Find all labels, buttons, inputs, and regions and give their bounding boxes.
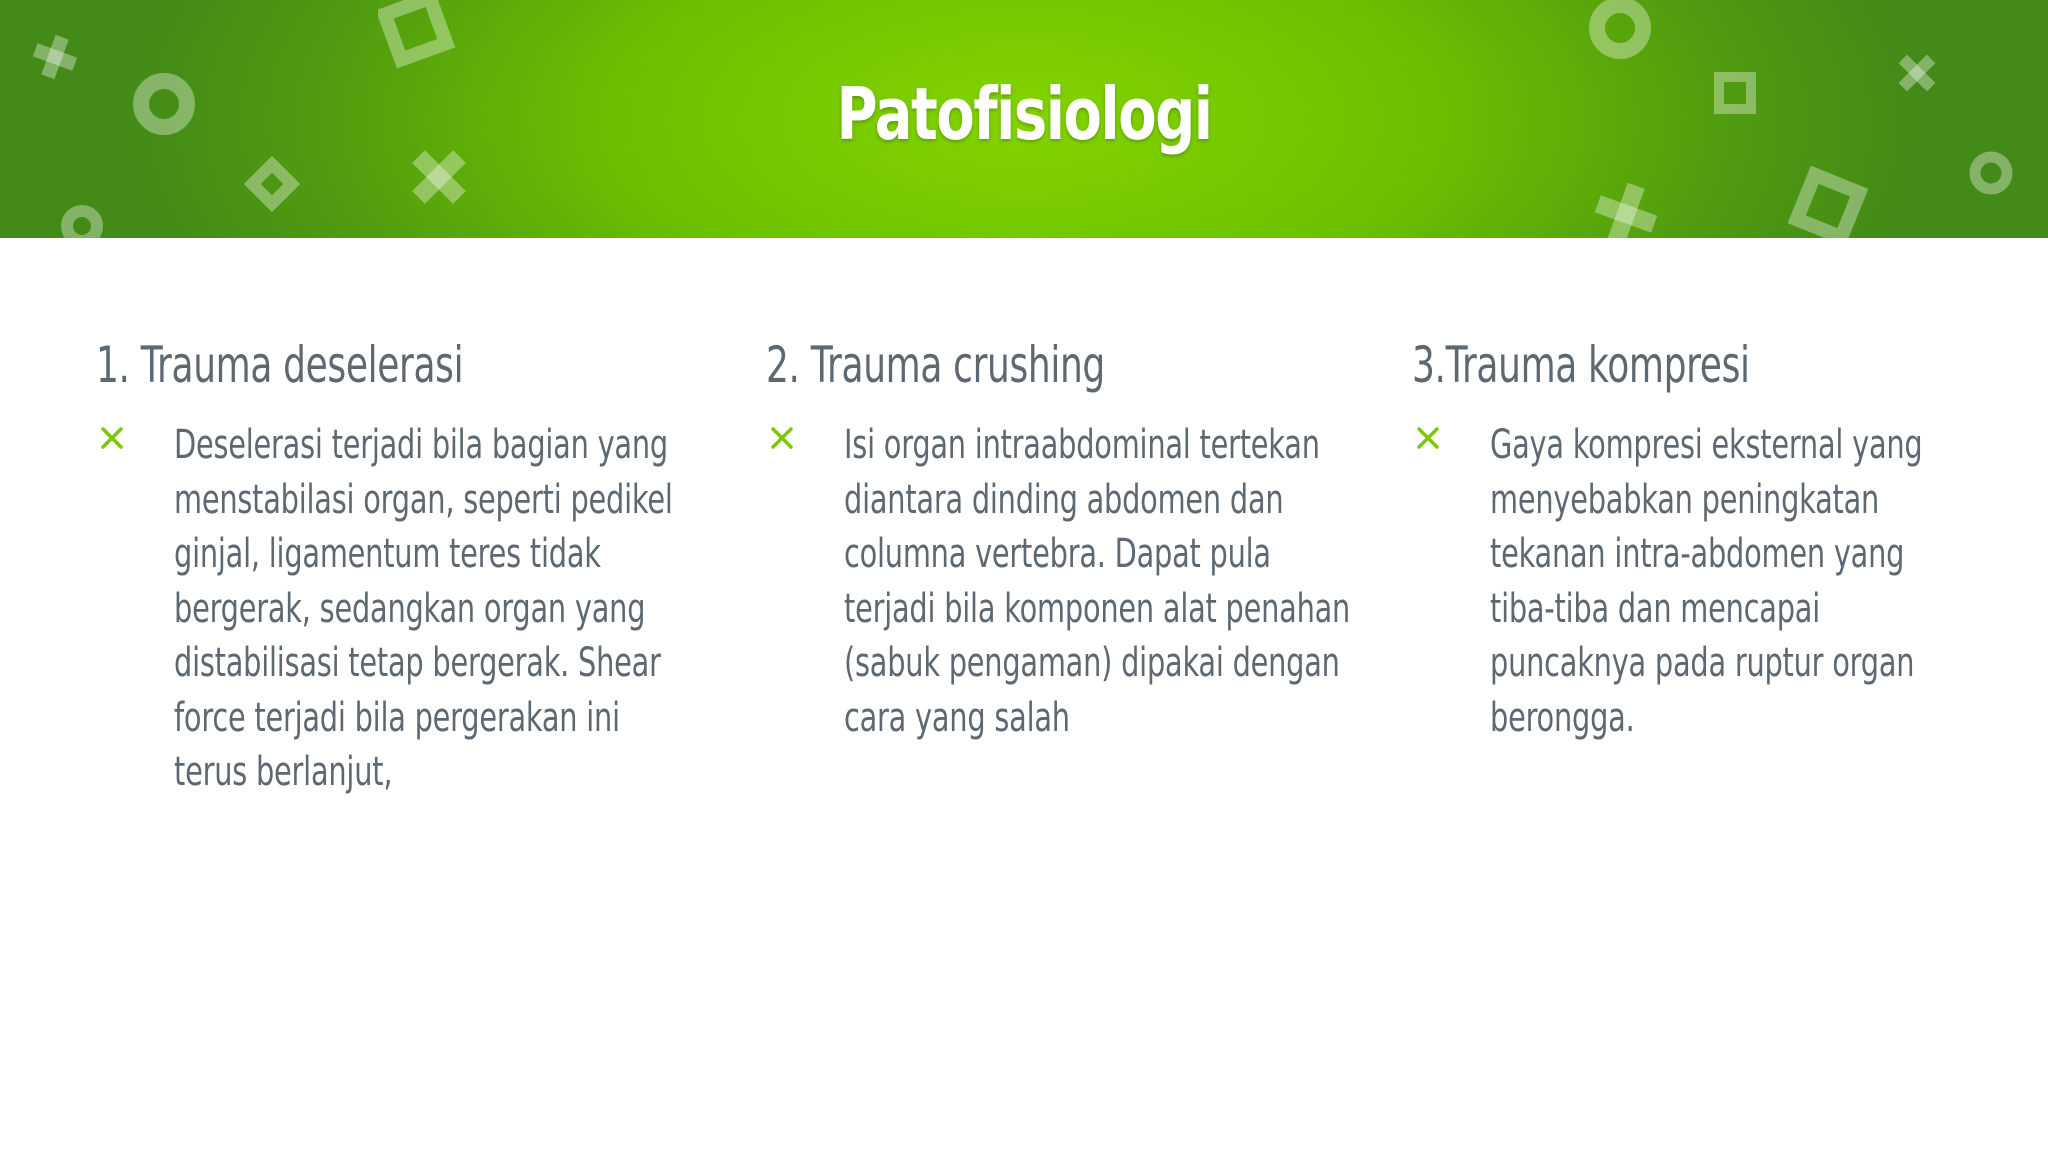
text-line: tiba-tiba dan mencapai (1490, 585, 1821, 632)
column-2 (766, 336, 1386, 745)
text-line: terjadi bila komponen alat penahan (844, 585, 1351, 632)
plus-shape-icon (28, 30, 82, 84)
text-line: cara yang salah (844, 694, 1070, 741)
text-line: diantara dinding abdomen dan (844, 476, 1284, 523)
bullet-text (174, 418, 694, 800)
x-bullet-icon (98, 424, 126, 452)
ring-icon (130, 70, 198, 138)
plus-shape-icon (1590, 178, 1662, 238)
column-3 (1412, 336, 2032, 745)
bullet-text (1490, 418, 2010, 745)
ring-icon (1966, 148, 2016, 198)
cross-shape-icon (1894, 50, 1940, 96)
bullet-item (766, 418, 1386, 745)
text-line: ginjal, ligamentum teres tidak (174, 531, 601, 577)
text-line: puncaknya pada ruptur organ (1490, 640, 1915, 686)
text-line: (sabuk pengaman) dipakai dengan (844, 640, 1340, 686)
bullet-item (96, 418, 716, 800)
ring-icon (1586, 0, 1654, 62)
ring-icon (58, 202, 106, 238)
text-line: terus berlanjut, (174, 749, 393, 795)
text-line: Isi organ intraabdominal tertekan (844, 422, 1320, 468)
text-line: Gaya kompresi eksternal yang (1490, 422, 1923, 468)
text-line: berongga. (1490, 694, 1635, 741)
text-line: tekanan intra-abdomen yang (1490, 531, 1905, 577)
text-line: menyebabkan peningkatan (1490, 476, 1880, 523)
header-banner (0, 0, 2048, 238)
column-1 (96, 336, 716, 800)
square-outline-icon (378, 0, 458, 70)
text-line: menstabilasi organ, seperti pedikel (174, 476, 673, 523)
column-heading: 2. Trauma crushing (766, 336, 1105, 394)
column-heading: 1. Trauma deselerasi (96, 336, 464, 394)
bullet-text (844, 418, 1364, 745)
diamond-outline-icon (240, 152, 304, 216)
text-line: columna vertebra. Dapat pula (844, 531, 1271, 577)
square-outline-icon (1786, 164, 1870, 238)
bullet-item (1412, 418, 2032, 745)
text-line: force terjadi bila pergerakan ini (174, 694, 620, 741)
x-bullet-icon (1414, 424, 1442, 452)
x-bullet-icon (768, 424, 796, 452)
text-line: distabilisasi tetap bergerak. Shear (174, 640, 661, 686)
column-heading: 3.Trauma kompresi (1412, 336, 1750, 394)
text-line: Deselerasi terjadi bila bagian yang (174, 422, 668, 468)
slide-title: Patofisiologi (836, 72, 1212, 156)
text-line: bergerak, sedangkan organ yang (174, 585, 646, 632)
